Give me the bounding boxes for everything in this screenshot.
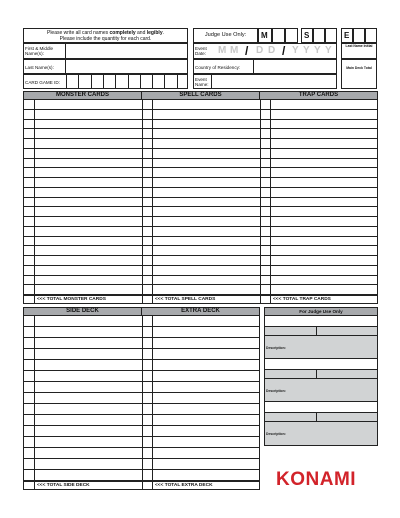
event-name-label (195, 77, 209, 87)
monster-total-label: <<< TOTAL MONSTER CARDS (37, 297, 106, 302)
card-quantity-cell[interactable] (142, 246, 153, 256)
card-quantity-cell[interactable] (142, 129, 153, 139)
trap-total-qty[interactable] (260, 296, 271, 304)
card-quantity-cell[interactable] (142, 470, 153, 481)
card-quantity-cell[interactable] (142, 276, 153, 286)
card-name-cell[interactable] (153, 349, 260, 360)
card-name-cell[interactable] (35, 159, 142, 169)
card-name-cell[interactable] (271, 198, 378, 208)
card-game-id-field[interactable] (23, 74, 188, 89)
side-total-label: <<< TOTAL SIDE DECK (37, 483, 90, 488)
card-quantity-cell[interactable] (260, 129, 271, 139)
card-game-id-digit-cell[interactable] (115, 75, 127, 88)
card-quantity-cell[interactable] (24, 349, 35, 360)
card-name-cell[interactable] (35, 448, 142, 459)
date-d2: D (268, 45, 276, 56)
card-quantity-cell[interactable] (142, 459, 153, 470)
card-name-cell[interactable] (35, 110, 142, 120)
card-name-cell[interactable] (153, 426, 260, 437)
monster-total-qty[interactable] (24, 296, 35, 304)
card-name-cell[interactable] (35, 285, 142, 295)
card-game-id-digit-cell[interactable] (152, 75, 164, 88)
side-extra-rows (24, 316, 259, 481)
judge-panel (264, 307, 378, 446)
card-name-cell[interactable] (271, 266, 378, 276)
card-name-cell[interactable] (153, 110, 260, 120)
date-y3: Y (314, 45, 321, 56)
card-quantity-cell[interactable] (24, 276, 35, 286)
judge-use-label-box (193, 28, 258, 43)
last-name-field[interactable] (23, 59, 188, 74)
date-m1: M (218, 45, 227, 56)
card-quantity-cell[interactable] (24, 188, 35, 198)
card-name-cell[interactable] (153, 227, 260, 237)
card-quantity-cell[interactable] (260, 237, 271, 247)
judge-m-cell-2[interactable] (272, 28, 285, 43)
card-name-cell[interactable] (153, 470, 260, 481)
instruction-text: Please write all card names (46, 30, 110, 36)
country-label: Country of Residency: (195, 65, 241, 70)
card-game-id-digit-cell[interactable] (128, 75, 140, 88)
instruction-text: . (162, 30, 164, 36)
card-name-cell[interactable] (35, 415, 142, 426)
spell-total-label: <<< TOTAL SPELL CARDS (155, 297, 216, 302)
card-quantity-cell[interactable] (142, 371, 153, 382)
extra-total-label: <<< TOTAL EXTRA DECK (155, 483, 213, 488)
card-quantity-cell[interactable] (24, 371, 35, 382)
card-quantity-cell[interactable] (142, 149, 153, 159)
card-name-cell[interactable] (271, 120, 378, 130)
card-quantity-cell[interactable] (142, 139, 153, 149)
judge-e-label: E (344, 31, 350, 40)
card-quantity-cell[interactable] (142, 415, 153, 426)
card-name-cell[interactable] (35, 188, 142, 198)
card-quantity-cell[interactable] (24, 246, 35, 256)
card-name-cell[interactable] (153, 159, 260, 169)
card-name-cell[interactable] (35, 149, 142, 159)
instruction-bold: completely (109, 30, 136, 36)
date-y2: Y (303, 45, 310, 56)
side-total-qty[interactable] (24, 482, 35, 490)
card-quantity-cell[interactable] (142, 327, 153, 338)
card-name-cell[interactable] (153, 393, 260, 404)
trap-cards-header: TRAP CARDS (259, 91, 378, 100)
card-name-cell[interactable] (35, 198, 142, 208)
card-quantity-cell[interactable] (142, 266, 153, 276)
card-quantity-cell[interactable] (24, 426, 35, 437)
card-quantity-cell[interactable] (260, 207, 271, 217)
card-name-cell[interactable] (35, 437, 142, 448)
date-d1: D (256, 45, 264, 56)
description-cell[interactable] (265, 422, 377, 445)
card-quantity-cell[interactable] (142, 316, 153, 327)
card-quantity-cell[interactable] (260, 168, 271, 178)
card-quantity-cell[interactable] (260, 217, 271, 227)
date-y1: Y (292, 45, 299, 56)
card-quantity-cell[interactable] (260, 285, 271, 295)
country-field[interactable] (193, 59, 337, 74)
card-quantity-cell[interactable] (260, 139, 271, 149)
description-label: Description: (266, 432, 286, 436)
card-quantity-cell[interactable] (24, 360, 35, 371)
last-name-initial-label: Last Name Initial (345, 44, 373, 48)
judge-e-cell-2[interactable] (353, 28, 365, 43)
card-quantity-cell[interactable] (24, 227, 35, 237)
judge-s-label: S (304, 31, 310, 40)
judge-m-label: M (261, 31, 268, 40)
card-name-cell[interactable] (35, 256, 142, 266)
card-quantity-cell[interactable] (24, 404, 35, 415)
card-name-cell[interactable] (35, 382, 142, 393)
card-name-cell[interactable] (153, 437, 260, 448)
card-quantity-cell[interactable] (142, 168, 153, 178)
konami-logo: KONAMI (276, 469, 357, 490)
infraction-cell[interactable] (317, 413, 377, 422)
card-name-cell[interactable] (153, 327, 260, 338)
card-quantity-cell[interactable] (24, 237, 35, 247)
label-line: Name: (195, 82, 209, 87)
card-name-cell[interactable] (153, 120, 260, 130)
card-quantity-cell[interactable] (24, 159, 35, 169)
card-game-id-digit-cell[interactable] (103, 75, 115, 88)
card-name-cell[interactable] (153, 404, 260, 415)
card-name-cell[interactable] (271, 276, 378, 286)
card-name-cell[interactable] (35, 139, 142, 149)
judge-s-cell-3[interactable] (325, 28, 337, 43)
main-deck-total-label: Main Deck Total (346, 66, 372, 70)
label-line: Event (195, 77, 207, 82)
card-quantity-cell[interactable] (260, 149, 271, 159)
card-name-cell[interactable] (153, 382, 260, 393)
label-line: Name(s): (25, 51, 44, 56)
judge-s-cell-2[interactable] (313, 28, 325, 43)
infraction-cell[interactable] (317, 370, 377, 379)
card-name-cell[interactable] (153, 149, 260, 159)
card-name-cell[interactable] (153, 316, 260, 327)
judge-use-label: Judge Use Only: (204, 32, 247, 38)
card-name-cell[interactable] (153, 285, 260, 295)
side-extra-table (23, 307, 260, 490)
card-name-cell[interactable] (153, 139, 260, 149)
card-name-cell[interactable] (35, 120, 142, 130)
card-name-cell[interactable] (35, 371, 142, 382)
card-name-cell[interactable] (153, 371, 260, 382)
instruction-line-1 (24, 29, 187, 36)
card-name-cell[interactable] (35, 459, 142, 470)
date-separator: / (282, 44, 286, 58)
card-game-id-digit-cell[interactable] (164, 75, 176, 88)
card-name-cell[interactable] (35, 246, 142, 256)
card-name-cell[interactable] (271, 217, 378, 227)
card-quantity-cell[interactable] (260, 120, 271, 130)
card-quantity-cell[interactable] (142, 227, 153, 237)
card-quantity-cell[interactable] (24, 110, 35, 120)
field-divider (65, 44, 66, 58)
last-name-initial-box[interactable] (341, 43, 377, 59)
card-name-cell[interactable] (271, 178, 378, 188)
card-quantity-cell[interactable] (260, 188, 271, 198)
card-name-cell[interactable] (271, 100, 378, 110)
card-name-cell[interactable] (35, 266, 142, 276)
spell-total-qty[interactable] (142, 296, 153, 304)
main-deck-table (23, 91, 378, 304)
card-name-cell[interactable] (35, 276, 142, 286)
card-quantity-cell[interactable] (24, 149, 35, 159)
card-name-cell[interactable] (35, 178, 142, 188)
card-quantity-cell[interactable] (24, 129, 35, 139)
card-quantity-cell[interactable] (142, 448, 153, 459)
date-y4: Y (325, 45, 332, 56)
card-name-cell[interactable] (35, 349, 142, 360)
judge-s-box[interactable] (301, 28, 313, 43)
side-deck-header: SIDE DECK (23, 307, 142, 316)
card-quantity-cell[interactable] (142, 256, 153, 266)
card-quantity-cell[interactable] (142, 188, 153, 198)
card-name-cell[interactable] (35, 217, 142, 227)
main-deck-rows (24, 100, 377, 295)
monster-cards-header: MONSTER CARDS (23, 91, 142, 100)
card-name-cell[interactable] (153, 459, 260, 470)
judge-check-blocks (265, 316, 377, 445)
card-quantity-cell[interactable] (142, 237, 153, 247)
card-quantity-cell[interactable] (142, 110, 153, 120)
card-quantity-cell[interactable] (24, 207, 35, 217)
judge-e-cell-3[interactable] (365, 28, 377, 43)
card-name-cell[interactable] (35, 316, 142, 327)
description-label: Description: (266, 346, 286, 350)
card-quantity-cell[interactable] (24, 338, 35, 349)
card-name-cell[interactable] (153, 256, 260, 266)
card-name-cell[interactable] (153, 360, 260, 371)
card-name-cell[interactable] (153, 415, 260, 426)
card-game-id-digit-cell[interactable] (78, 75, 90, 88)
card-quantity-cell[interactable] (24, 217, 35, 227)
judge-check-title[interactable] (265, 359, 377, 370)
card-name-cell[interactable] (271, 237, 378, 247)
judge-m-box[interactable] (258, 28, 272, 43)
card-quantity-cell[interactable] (142, 393, 153, 404)
first-middle-name-field[interactable] (23, 43, 188, 59)
card-name-cell[interactable] (271, 110, 378, 120)
judge-check-block (265, 316, 377, 359)
date-separator: / (245, 44, 249, 58)
card-quantity-cell[interactable] (24, 448, 35, 459)
card-name-cell[interactable] (35, 426, 142, 437)
judge-check-title[interactable] (265, 402, 377, 413)
card-quantity-cell[interactable] (24, 266, 35, 276)
card-name-cell[interactable] (153, 207, 260, 217)
card-name-cell[interactable] (271, 227, 378, 237)
card-name-cell[interactable] (35, 360, 142, 371)
card-name-cell[interactable] (153, 338, 260, 349)
judge-check-title[interactable] (265, 316, 377, 327)
card-name-cell[interactable] (35, 404, 142, 415)
event-name-field[interactable] (193, 74, 337, 89)
card-quantity-cell[interactable] (260, 100, 271, 110)
card-quantity-cell[interactable] (260, 159, 271, 169)
card-name-cell[interactable] (35, 470, 142, 481)
label-line: First & Middle (25, 46, 54, 51)
card-game-id-cells (66, 75, 187, 88)
card-quantity-cell[interactable] (142, 349, 153, 360)
card-quantity-cell[interactable] (260, 256, 271, 266)
totals-row (24, 295, 377, 303)
card-quantity-cell[interactable] (142, 178, 153, 188)
card-name-cell[interactable] (153, 266, 260, 276)
trap-total-label: <<< TOTAL TRAP CARDS (273, 297, 331, 302)
judge-initials-cell[interactable] (265, 413, 317, 422)
card-name-cell[interactable] (153, 129, 260, 139)
card-quantity-cell[interactable] (142, 159, 153, 169)
card-quantity-cell[interactable] (24, 415, 35, 426)
card-quantity-cell[interactable] (24, 437, 35, 448)
judge-panel-title: For Judge Use Only (264, 307, 378, 316)
field-divider (253, 60, 254, 73)
card-quantity-cell[interactable] (260, 178, 271, 188)
card-quantity-cell[interactable] (24, 178, 35, 188)
card-quantity-cell[interactable] (260, 276, 271, 286)
card-name-cell[interactable] (271, 285, 378, 295)
event-date-label (195, 46, 207, 56)
card-name-cell[interactable] (153, 276, 260, 286)
label-line: Event (195, 46, 207, 51)
card-name-cell[interactable] (153, 198, 260, 208)
card-quantity-cell[interactable] (24, 256, 35, 266)
card-quantity-cell[interactable] (24, 168, 35, 178)
card-quantity-cell[interactable] (142, 207, 153, 217)
card-quantity-cell[interactable] (260, 246, 271, 256)
card-quantity-cell[interactable] (24, 382, 35, 393)
instruction-text: and (135, 30, 147, 36)
instruction-box (23, 28, 188, 43)
card-quantity-cell[interactable] (142, 360, 153, 371)
description-cell[interactable] (265, 379, 377, 402)
card-game-id-digit-cell[interactable] (140, 75, 152, 88)
card-quantity-cell[interactable] (142, 285, 153, 295)
card-quantity-cell[interactable] (24, 285, 35, 295)
card-quantity-cell[interactable] (24, 100, 35, 110)
card-game-id-digit-cell[interactable] (177, 75, 189, 88)
event-date-field[interactable] (193, 43, 337, 59)
extra-deck-header: EXTRA DECK (141, 307, 260, 316)
judge-check-block (265, 402, 377, 445)
extra-total-qty[interactable] (142, 482, 153, 490)
card-name-cell[interactable] (35, 168, 142, 178)
judge-initials-cell[interactable] (265, 370, 317, 379)
card-quantity-cell[interactable] (24, 327, 35, 338)
card-name-cell[interactable] (153, 448, 260, 459)
card-name-cell[interactable] (271, 129, 378, 139)
card-name-cell[interactable] (35, 129, 142, 139)
side-extra-totals-row (24, 481, 259, 489)
instruction-bold: legibly (146, 30, 163, 36)
card-name-cell[interactable] (153, 246, 260, 256)
card-name-cell[interactable] (153, 168, 260, 178)
last-name-label: Last Name(s): (25, 65, 54, 70)
card-name-cell[interactable] (271, 207, 378, 217)
first-middle-name-label (25, 46, 53, 56)
card-name-cell[interactable] (35, 227, 142, 237)
card-quantity-cell[interactable] (24, 393, 35, 404)
infraction-cell[interactable] (317, 327, 377, 336)
judge-check-block (265, 359, 377, 402)
card-name-cell[interactable] (35, 237, 142, 247)
instruction-line-2: Please include the quantity for each card. (59, 36, 152, 42)
card-quantity-cell[interactable] (24, 120, 35, 130)
card-quantity-cell[interactable] (142, 338, 153, 349)
card-quantity-cell[interactable] (142, 198, 153, 208)
card-game-id-label: CARD GAME ID: (25, 80, 60, 85)
field-divider (65, 60, 66, 73)
main-deck-total-box[interactable] (341, 59, 377, 89)
card-name-cell[interactable] (153, 217, 260, 227)
card-name-cell[interactable] (153, 178, 260, 188)
spell-cards-header: SPELL CARDS (141, 91, 260, 100)
card-quantity-cell[interactable] (24, 198, 35, 208)
card-name-cell[interactable] (271, 139, 378, 149)
label-line: Date: (195, 51, 206, 56)
card-quantity-cell[interactable] (142, 437, 153, 448)
card-quantity-cell[interactable] (24, 139, 35, 149)
judge-m-cell-3[interactable] (285, 28, 298, 43)
card-quantity-cell[interactable] (260, 227, 271, 237)
card-name-cell[interactable] (271, 246, 378, 256)
card-name-cell[interactable] (35, 327, 142, 338)
card-name-cell[interactable] (153, 237, 260, 247)
card-quantity-cell[interactable] (24, 470, 35, 481)
card-quantity-cell[interactable] (142, 120, 153, 130)
card-game-id-digit-cell[interactable] (91, 75, 103, 88)
card-name-cell[interactable] (35, 338, 142, 349)
card-quantity-cell[interactable] (260, 266, 271, 276)
card-quantity-cell[interactable] (142, 404, 153, 415)
card-quantity-cell[interactable] (142, 426, 153, 437)
judge-initials-cell[interactable] (265, 327, 317, 336)
card-quantity-cell[interactable] (24, 316, 35, 327)
date-m2: M (230, 45, 239, 56)
card-quantity-cell[interactable] (260, 198, 271, 208)
card-name-cell[interactable] (153, 188, 260, 198)
card-name-cell[interactable] (271, 256, 378, 266)
card-name-cell[interactable] (35, 100, 142, 110)
card-name-cell[interactable] (271, 149, 378, 159)
field-divider (211, 75, 212, 88)
card-quantity-cell[interactable] (24, 459, 35, 470)
card-name-cell[interactable] (271, 168, 378, 178)
card-name-cell[interactable] (35, 393, 142, 404)
card-name-cell[interactable] (35, 207, 142, 217)
card-quantity-cell[interactable] (142, 100, 153, 110)
description-label: Description: (266, 389, 286, 393)
judge-e-box[interactable] (341, 28, 353, 43)
card-quantity-cell[interactable] (142, 382, 153, 393)
card-name-cell[interactable] (271, 188, 378, 198)
card-game-id-digit-cell[interactable] (66, 75, 78, 88)
card-name-cell[interactable] (271, 159, 378, 169)
card-quantity-cell[interactable] (260, 110, 271, 120)
card-name-cell[interactable] (153, 100, 260, 110)
description-cell[interactable] (265, 336, 377, 359)
card-quantity-cell[interactable] (142, 217, 153, 227)
